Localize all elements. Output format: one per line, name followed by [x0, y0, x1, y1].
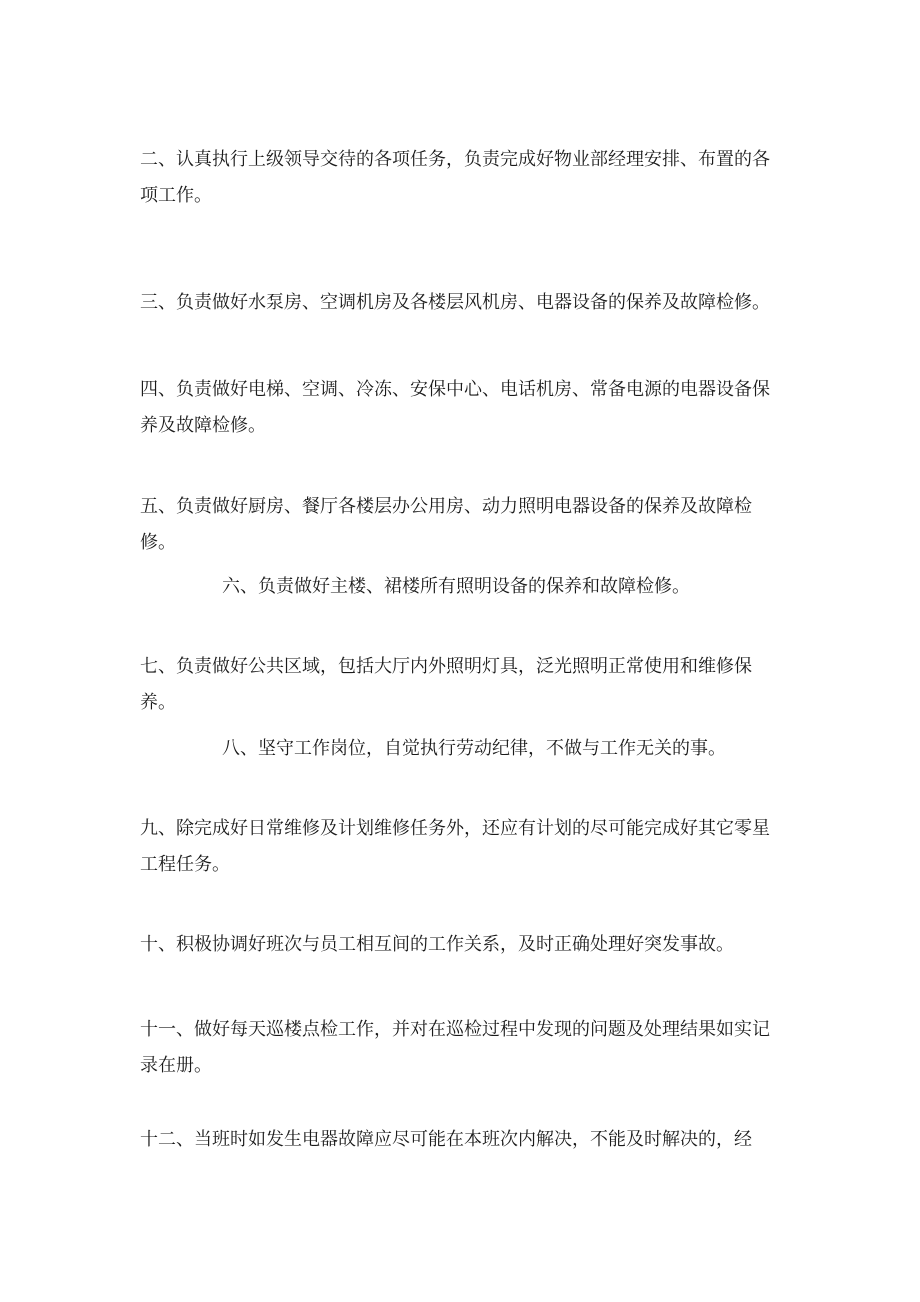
paragraph-11: 十一、做好每天巡楼点检工作，并对在巡检过程中发现的问题及处理结果如实记录在册。 — [140, 1019, 770, 1076]
paragraph-8: 八、坚守工作岗位，自觉执行劳动纪律，不做与工作无关的事。 — [222, 738, 726, 759]
paragraph-4: 四、负责做好电梯、空调、冷冻、安保中心、电话机房、常备电源的电器设备保养及故障检修。 — [140, 379, 770, 436]
paragraph-6: 六、负责做好主楼、裙楼所有照明设备的保养和故障检修。 — [222, 576, 690, 597]
paragraph-9: 九、除完成好日常维修及计划维修任务外，还应有计划的尽可能完成好其它零星工程任务。 — [140, 818, 770, 875]
paragraph-12: 十二、当班时如发生电器故障应尽可能在本班次内解决，不能及时解决的，经 — [140, 1129, 752, 1150]
paragraph-2: 二、认真执行上级领导交待的各项任务，负责完成好物业部经理安排、布置的各项工作。 — [140, 149, 770, 206]
paragraph-7: 七、负责做好公共区域，包括大厅内外照明灯具，泛光照明正常使用和维修保养。 — [140, 656, 752, 713]
paragraph-3: 三、负责做好水泵房、空调机房及各楼层风机房、电器设备的保养及故障检修。 — [140, 292, 770, 313]
paragraph-10: 十、积极协调好班次与员工相互间的工作关系，及时正确处理好突发事故。 — [140, 934, 734, 955]
paragraph-5: 五、负责做好厨房、餐厅各楼层办公用房、动力照明电器设备的保养及故障检修。 — [140, 496, 752, 553]
